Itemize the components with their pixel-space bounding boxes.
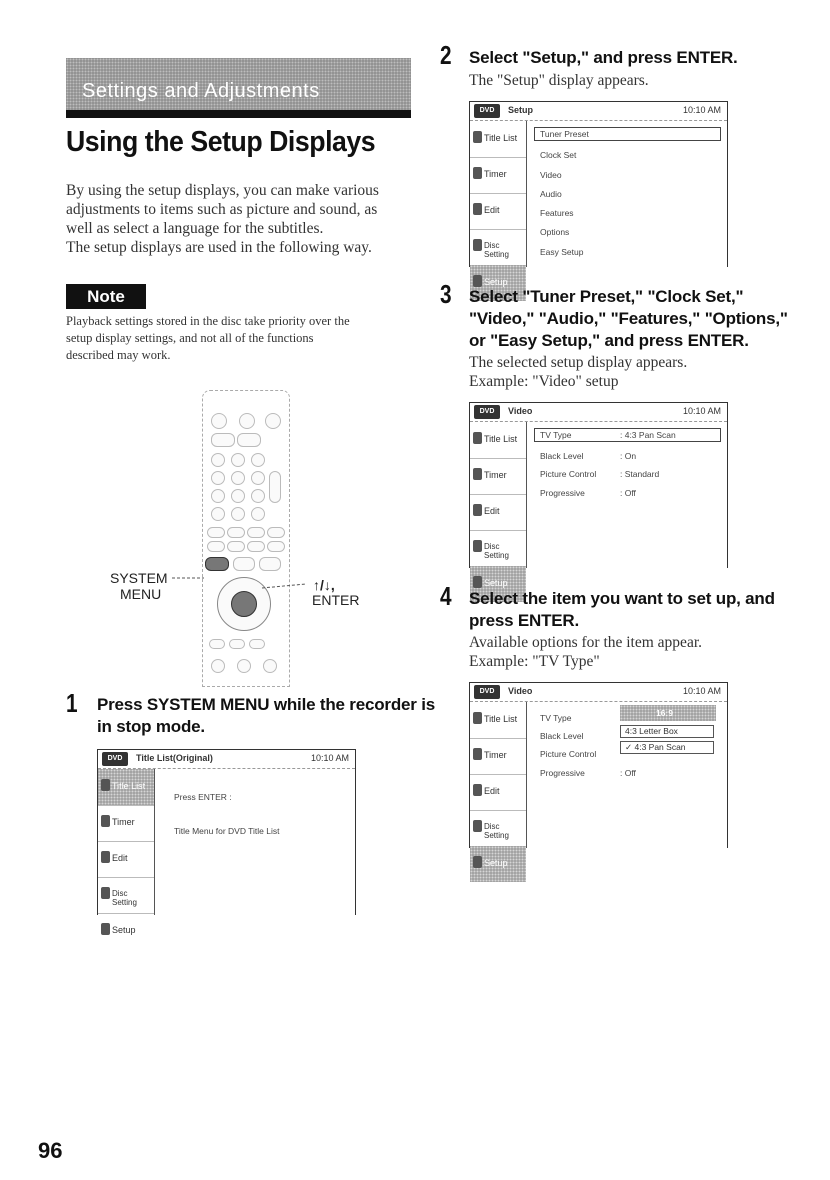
- sidebar-item-edit: Edit: [470, 494, 526, 531]
- timer-icon: [473, 468, 482, 480]
- title-list-icon: [473, 712, 482, 724]
- remote-button: [251, 489, 265, 503]
- setup-icon: [473, 576, 482, 588]
- dvd-logo-icon: DVD: [474, 685, 500, 699]
- remote-button: [211, 659, 225, 673]
- remote-button: [211, 471, 225, 485]
- screen-time: 10:10 AM: [310, 753, 349, 763]
- remote-button: [269, 471, 281, 503]
- remote-button: [247, 527, 265, 538]
- menu-item-label: TV Type: [540, 713, 572, 723]
- remote-button: [227, 527, 245, 538]
- sidebar-item-timer: Timer: [98, 805, 154, 842]
- sidebar-item-title-list: Title List: [470, 702, 526, 739]
- sidebar-item-setup: Setup: [98, 913, 154, 949]
- sidebar-item-edit: Edit: [470, 193, 526, 230]
- section-banner: [66, 58, 411, 110]
- note-badge: Note: [66, 284, 146, 309]
- sidebar-item-disc-setting: Disc Setting: [470, 810, 526, 847]
- section-banner-text: Settings and Adjustments: [82, 80, 320, 102]
- menu-item: Options: [540, 227, 570, 237]
- step-heading: Press SYSTEM MENU while the recorder is in stop mode.: [97, 695, 435, 736]
- edit-icon: [473, 203, 482, 215]
- remote-button: [231, 453, 245, 467]
- title-list-icon: [101, 779, 110, 791]
- step-description: The "Setup" display appears.: [469, 72, 649, 89]
- timer-icon: [101, 815, 110, 827]
- option-letter-box: 4:3 Letter Box: [620, 725, 714, 738]
- dvd-logo-icon: DVD: [474, 104, 500, 118]
- setup-icon: [101, 923, 110, 935]
- edit-icon: [473, 504, 482, 516]
- title-list-icon: [473, 131, 482, 143]
- banner-rule: [66, 110, 411, 118]
- menu-item-label: Picture Control: [540, 749, 597, 759]
- step-description: Available options for the item appear. Example: "TV Type": [469, 634, 702, 670]
- sidebar-item-setup: Setup: [470, 265, 526, 301]
- timer-icon: [473, 167, 482, 179]
- screen-sidebar: [470, 702, 527, 868]
- option-pan-scan: ✓ 4:3 Pan Scan: [620, 741, 714, 754]
- menu-item-value: : 4:3 Pan Scan: [620, 430, 676, 440]
- menu-item: Video: [540, 170, 562, 180]
- menu-item-value: : Standard: [620, 469, 660, 479]
- step-description: The selected setup display appears. Example: "Video" setup: [469, 354, 688, 390]
- screen-title: Video: [508, 406, 533, 416]
- sidebar-item-edit: Edit: [98, 841, 154, 878]
- remote-button: [251, 471, 265, 485]
- screen-sidebar: [98, 769, 155, 935]
- remote-button: [263, 659, 277, 673]
- page-number: 96: [38, 1138, 63, 1163]
- sidebar-item-setup: Setup: [470, 846, 526, 882]
- menu-item: Clock Set: [540, 150, 577, 160]
- menu-item: Features: [540, 208, 574, 218]
- remote-button: [265, 413, 281, 429]
- screen-text: Press ENTER :: [174, 792, 232, 802]
- video-setup-screen: [469, 402, 728, 588]
- remote-button: [229, 639, 245, 649]
- disc-setting-icon: [473, 820, 482, 832]
- dvd-logo-icon: DVD: [474, 405, 500, 419]
- remote-button: [207, 527, 225, 538]
- setup-icon: [473, 856, 482, 868]
- remote-button: [207, 541, 225, 552]
- note-text: Playback settings stored in the disc take priority over the setup display settings, and not all of the functions described may work.: [66, 314, 350, 362]
- sidebar-item-timer: Timer: [470, 458, 526, 495]
- screen-text: Title Menu for DVD Title List: [174, 826, 280, 836]
- menu-item: Tuner Preset: [540, 129, 589, 139]
- step-number: 4: [440, 581, 452, 611]
- screen-time: 10:10 AM: [682, 105, 721, 115]
- remote-button: [239, 413, 255, 429]
- remote-button: [237, 659, 251, 673]
- menu-label: MENU: [120, 586, 162, 602]
- remote-button: [211, 433, 235, 447]
- step-number: 2: [440, 40, 452, 70]
- remote-button: [231, 489, 245, 503]
- sidebar-item-setup: Setup: [470, 566, 526, 602]
- timer-icon: [473, 748, 482, 760]
- sidebar-item-disc-setting: Disc Setting: [470, 530, 526, 567]
- sidebar-item-timer: Timer: [470, 738, 526, 775]
- sidebar-item-title-list: Title List: [98, 769, 154, 806]
- disc-setting-icon: [473, 540, 482, 552]
- disc-setting-icon: [473, 239, 482, 251]
- screen-header: [98, 750, 355, 769]
- screen-title: Video: [508, 686, 533, 696]
- step-number: 3: [440, 279, 452, 309]
- screen-header: [470, 102, 727, 121]
- step-number: 1: [66, 688, 78, 718]
- screen-time: 10:10 AM: [682, 686, 721, 696]
- remote-button: [211, 453, 225, 467]
- menu-item-label: Progressive: [540, 768, 585, 778]
- remote-button: [267, 527, 285, 538]
- remote-button: [231, 507, 245, 521]
- setup-screen: [469, 101, 728, 287]
- step-heading: Select "Setup," and press ENTER.: [469, 48, 738, 67]
- remote-button: [211, 507, 225, 521]
- remote-button: [211, 413, 227, 429]
- menu-item-label: Black Level: [540, 451, 584, 461]
- disc-setting-icon: [101, 887, 110, 899]
- sidebar-item-disc-setting: Disc Setting: [98, 877, 154, 914]
- system-label: SYSTEM: [110, 570, 168, 586]
- remote-button: [237, 433, 261, 447]
- menu-item-label: Black Level: [540, 731, 584, 741]
- remote-callout-lines: [170, 560, 310, 600]
- screen-title: Setup: [508, 105, 534, 115]
- sidebar-item-timer: Timer: [470, 157, 526, 194]
- sidebar-item-title-list: Title List: [470, 422, 526, 459]
- menu-item-label: TV Type: [540, 430, 572, 440]
- sidebar-item-edit: Edit: [470, 774, 526, 811]
- sidebar-item-disc-setting: Disc Setting: [470, 229, 526, 266]
- tv-type-options-screen: [469, 682, 728, 868]
- remote-button: [251, 453, 265, 467]
- sidebar-item-title-list: Title List: [470, 121, 526, 158]
- option-16-9: 16:9: [656, 708, 674, 718]
- screen-header: [470, 403, 727, 422]
- screen-time: 10:10 AM: [682, 406, 721, 416]
- menu-item-value: : On: [620, 451, 637, 461]
- remote-button: [247, 541, 265, 552]
- screen-header: [470, 683, 727, 702]
- remote-button: [251, 507, 265, 521]
- remote-button: [267, 541, 285, 552]
- enter-label: ENTER: [312, 592, 360, 608]
- menu-item-value: : Off: [620, 488, 636, 498]
- intro-text: By using the setup displays, you can make various adjustments to items such as picture and sound, as well as select a language for the subtitles. The setup displays are used in the following way.: [66, 182, 379, 256]
- menu-item-value: : Off: [620, 768, 636, 778]
- screen-sidebar: [470, 121, 527, 287]
- step-heading: Select the item you want to set up, and press ENTER.: [469, 589, 775, 630]
- remote-button: [209, 639, 225, 649]
- menu-item-label: Picture Control: [540, 469, 597, 479]
- page-title: Using the Setup Displays: [66, 126, 376, 158]
- remote-button: [227, 541, 245, 552]
- title-list-screen: [97, 749, 356, 935]
- menu-item-label: Progressive: [540, 488, 585, 498]
- edit-icon: [473, 784, 482, 796]
- edit-icon: [101, 851, 110, 863]
- step-heading: Select "Tuner Preset," "Clock Set," "Video," "Audio," "Features," "Options," or "Easy Setup," and press ENTER.: [469, 287, 788, 350]
- dvd-logo-icon: DVD: [102, 752, 128, 766]
- remote-control-illustration: [202, 390, 290, 687]
- arrows-label: ↑/↓,: [313, 577, 335, 593]
- screen-sidebar: [470, 422, 527, 588]
- screen-title: Title List(Original): [136, 753, 213, 763]
- menu-item: Easy Setup: [540, 247, 584, 257]
- menu-item: Audio: [540, 189, 562, 199]
- remote-button: [231, 471, 245, 485]
- remote-button: [211, 489, 225, 503]
- remote-button: [249, 639, 265, 649]
- title-list-icon: [473, 432, 482, 444]
